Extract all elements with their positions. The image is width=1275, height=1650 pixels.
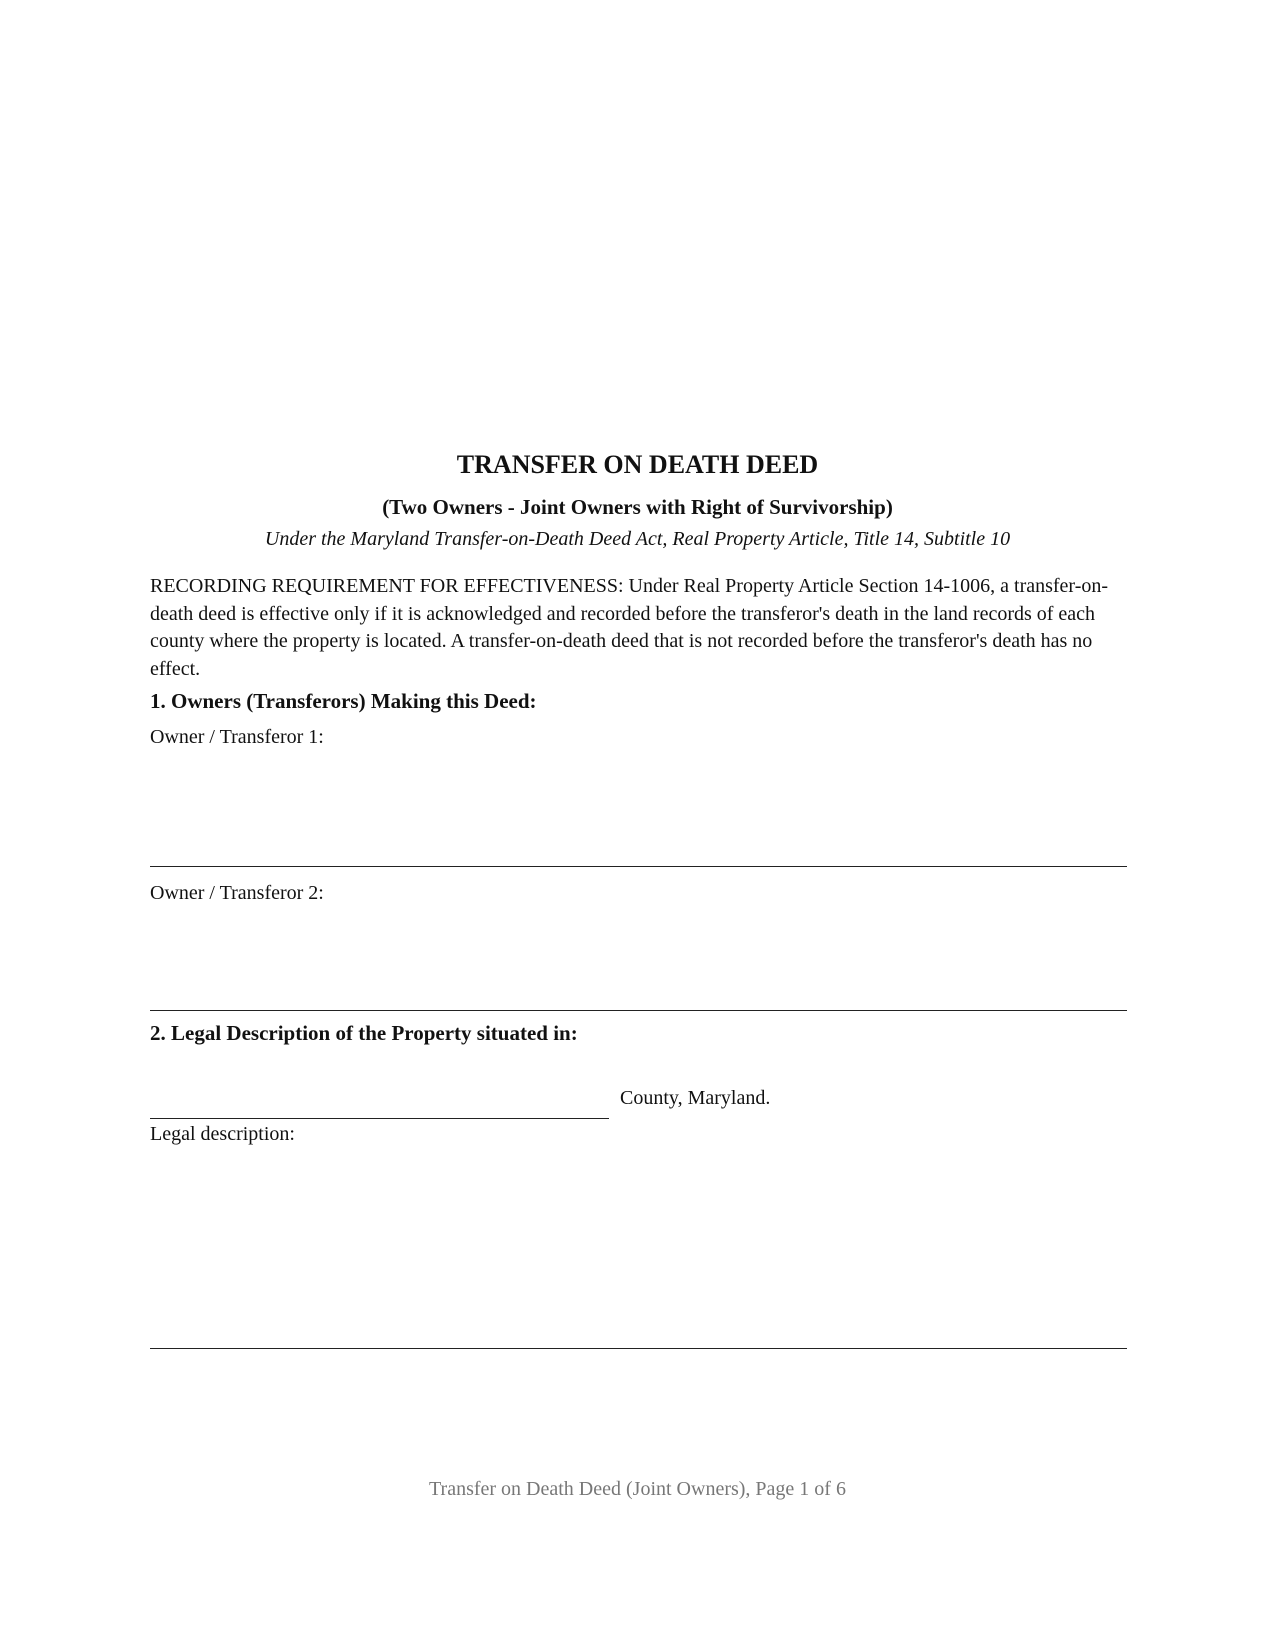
owner-1-label: Owner / Transferor 1: xyxy=(150,726,324,748)
section-1-heading: 1. Owners (Transferors) Making this Deed: xyxy=(150,689,537,713)
owner-2-label: Owner / Transferor 2: xyxy=(150,882,324,904)
owner-1-line[interactable] xyxy=(150,866,1127,867)
owner-2-line[interactable] xyxy=(150,1010,1127,1011)
section-2-heading: 2. Legal Description of the Property situated in: xyxy=(150,1021,578,1045)
county-line[interactable] xyxy=(150,1118,609,1119)
document-title: TRANSFER ON DEATH DEED xyxy=(456,450,819,479)
recording-requirement-paragraph: RECORDING REQUIREMENT FOR EFFECTIVENESS: Under Real Property Article Section 14-1006, a transfer-on-death deed is effective only if it is acknowledged and recorded before the transferor's death in the land records of each county where the property is located. A transfer-on-death deed that is not recorded before the transferor's death has no effect. xyxy=(150,575,1109,680)
act-reference: Under the Maryland Transfer-on-Death Deed Act, Real Property Article, Title 14, Subtitle 10 xyxy=(264,528,1011,550)
legal-description-label: Legal description: xyxy=(150,1123,295,1145)
county-suffix: County, Maryland. xyxy=(620,1087,771,1109)
page-footer: Transfer on Death Deed (Joint Owners), Page 1 of 6 xyxy=(429,1478,846,1500)
legal-description-line[interactable] xyxy=(150,1348,1127,1349)
document-subtitle: (Two Owners - Joint Owners with Right of Survivorship) xyxy=(382,495,893,519)
